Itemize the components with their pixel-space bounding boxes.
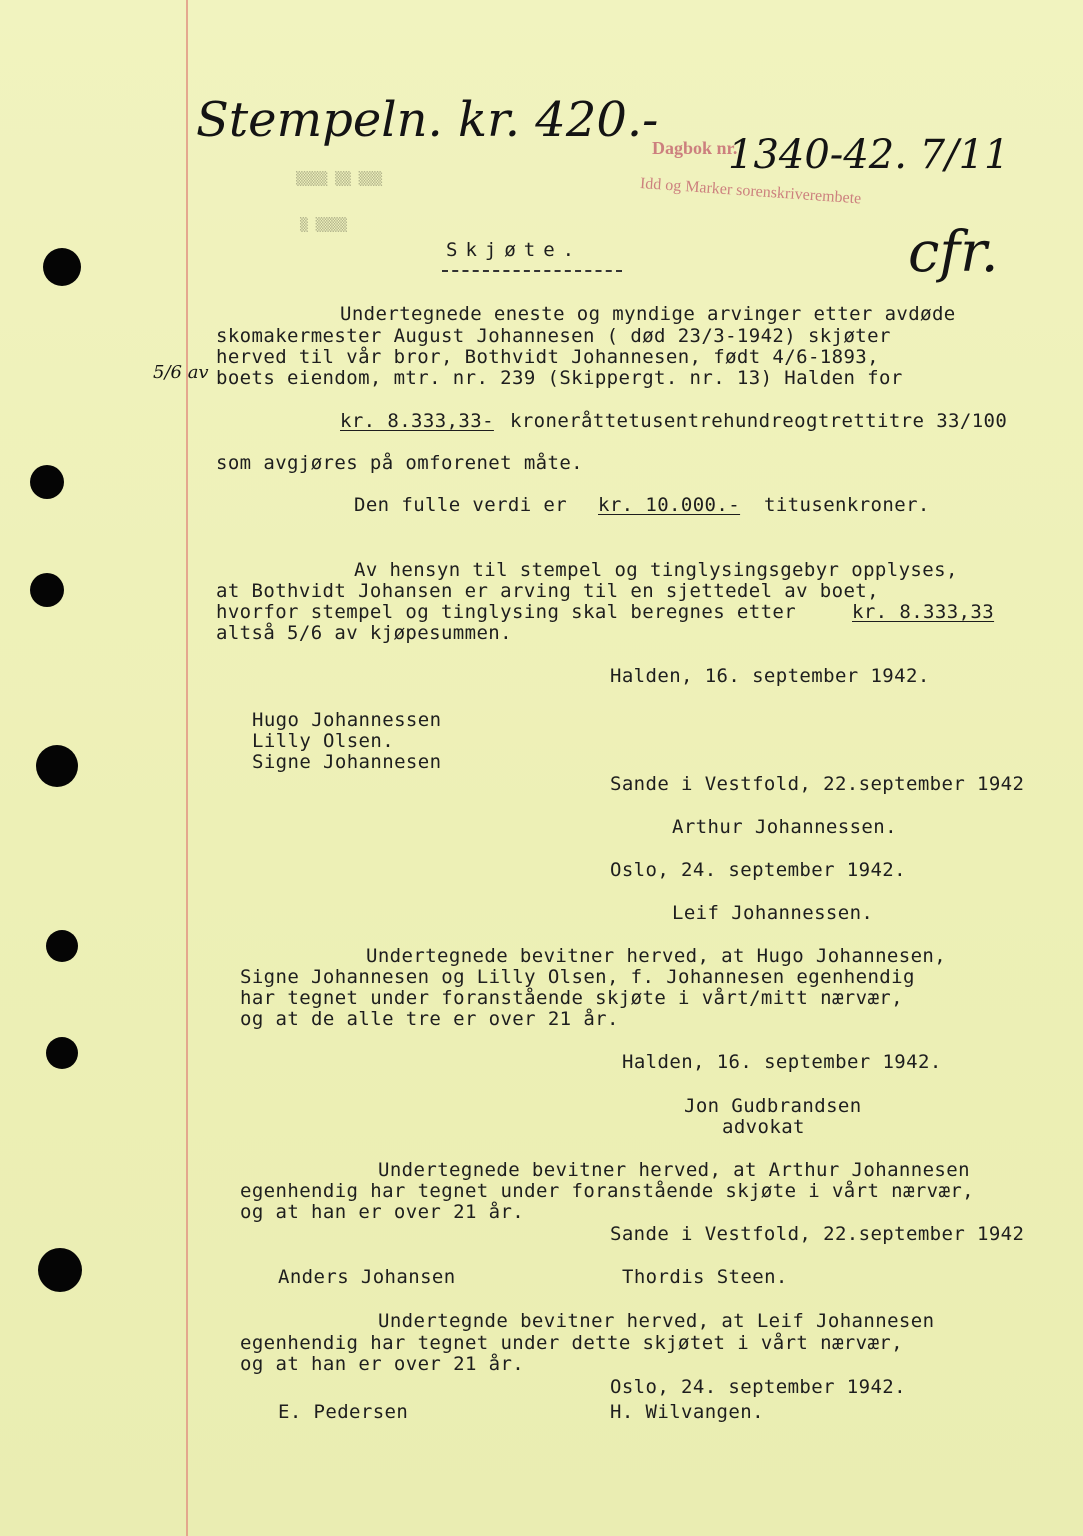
signer-name: Hugo Johannessen bbox=[252, 709, 442, 731]
witness-line: egenhendig har tegnet under foranstående skjøte i vårt nærvær, bbox=[240, 1180, 975, 1202]
punch-hole bbox=[43, 248, 81, 286]
place-date: Halden, 16. september 1942. bbox=[622, 1051, 942, 1073]
place-date: Oslo, 24. september 1942. bbox=[610, 1376, 906, 1398]
margin-note-handwritten: 5/6 av bbox=[153, 362, 209, 383]
full-value-words: titusenkroner. bbox=[764, 494, 930, 516]
punch-hole bbox=[46, 930, 78, 962]
witness-line: egenhendig har tegnet under dette skjøtet i vårt nærvær, bbox=[240, 1332, 903, 1354]
punch-hole bbox=[30, 573, 64, 607]
fee-amount: kr. 8.333,33 bbox=[852, 601, 995, 623]
document-page: Stempeln. kr. 420.- 1340-42. 7/11 cfr. 5/6 av Dagbok nr. Idd og Marker sorenskriverembete ▒▒▒▒ ▒▒ ▒▒▒ ▒ ▒▒▒▒ Skjøte. Undertegnede eneste og myndige arvinger etter avdøde skomakermester August Johannesen ( død 23/3-1942) skjøter herved til vår bror, Bothvidt Johannesen, født 4/6-1893, boets eiendom, mtr. nr. 239 (Skippergt. nr. 13) Halden for kr. 8.333,33- kroneråttetusentrehundreogtrettitre 33/100 som avgjøres på omforenet måte. Den fulle verdi er kr. 10.000.- titusenkroner. Av hensyn til stempel og tinglysingsgebyr opplyses, at Bothvidt Johansen er arving til en sjettedel av boet, hvorfor stempel og tinglysing skal beregnes etter kr. 8.333,33 altså 5/6 av kjøpesummen. Halden, 16. september 1942. Hugo Johannessen Lilly Olsen. Signe Johannesen Sande i Vestfold, 22.september 1942 Arthur Johannessen. Oslo, 24. september 1942. Leif Johannessen. Undertegnede bevitner herved, at Hugo Johannesen, Signe Johannesen og Lilly Olsen, f. Johannesen egenhendig har tegnet under foranstående skjøte i vårt/mitt nærvær, og at de alle tre er over 21 år. Halden, 16. september 1942. Jon Gudbrandsen advokat Undertegnede bevitner herved, at Arthur Johannesen egenhendig har tegnet under foranstående skjøte i vårt nærvær, og at han er over 21 år. Sande i Vestfold, 22.september 1942 Anders Johansen Thordis Steen. Undertegnde bevitner herved, at Leif Johannesen egenhendig har tegnet under dette skjøtet i vårt nærvær, og at han er over 21 år. Oslo, 24. september 1942. E. Pedersen H. Wilvangen. bbox=[0, 0, 1083, 1536]
witness-line: Signe Johannesen og Lilly Olsen, f. Johannesen egenhendig bbox=[240, 966, 915, 988]
witness-line: Undertegnede bevitner herved, at Arthur Johannesen bbox=[378, 1159, 970, 1181]
margin-line bbox=[186, 0, 188, 1536]
witness-line: og at han er over 21 år. bbox=[240, 1201, 525, 1223]
punch-hole bbox=[38, 1248, 82, 1292]
place-date: Halden, 16. september 1942. bbox=[610, 665, 930, 687]
intro-line: boets eiendom, mtr. nr. 239 (Skippergt. nr. 13) Halden for bbox=[216, 367, 903, 389]
punch-hole bbox=[36, 745, 78, 787]
signer-name: Arthur Johannessen. bbox=[672, 816, 897, 838]
witness-title: advokat bbox=[722, 1116, 805, 1138]
witness-name: E. Pedersen bbox=[278, 1401, 409, 1423]
witness-line: Undertegnde bevitner herved, at Leif Johannesen bbox=[378, 1310, 935, 1332]
stamp-fee-handwritten: Stempeln. kr. 420.- bbox=[196, 92, 659, 148]
punch-hole bbox=[30, 465, 64, 499]
fee-line: hvorfor stempel og tinglysing skal beregnes etter bbox=[216, 601, 797, 623]
intro-line: herved til vår bror, Bothvidt Johannesen, født 4/6-1893, bbox=[216, 346, 879, 368]
settlement-text: som avgjøres på omforenet måte. bbox=[216, 452, 584, 474]
signer-name: Lilly Olsen. bbox=[252, 730, 395, 752]
price-amount: kr. 8.333,33- bbox=[340, 410, 494, 432]
full-value-prefix: Den fulle verdi er bbox=[354, 494, 568, 516]
fee-line: altså 5/6 av kjøpesummen. bbox=[216, 622, 512, 644]
full-value-amount: kr. 10.000.- bbox=[598, 494, 741, 516]
place-date: Sande i Vestfold, 22.september 1942 bbox=[610, 1223, 1025, 1245]
place-date: Oslo, 24. september 1942. bbox=[610, 859, 906, 881]
signer-name: Signe Johannesen bbox=[252, 751, 442, 773]
intro-line: Undertegnede eneste og myndige arvinger etter avdøde bbox=[340, 303, 956, 325]
registry-stamp-office: Idd og Marker sorenskriverembete bbox=[639, 175, 862, 208]
witness-name: Thordis Steen. bbox=[622, 1266, 788, 1288]
document-title: Skjøte. bbox=[446, 239, 583, 261]
witness-line: Undertegnede bevitner herved, at Hugo Johannesen, bbox=[366, 945, 947, 967]
price-words: kroneråttetusentrehundreogtrettitre 33/100 bbox=[510, 410, 1008, 432]
punch-hole bbox=[46, 1037, 78, 1069]
fee-line: at Bothvidt Johansen er arving til en sjettedel av boet, bbox=[216, 580, 879, 602]
signer-name: Leif Johannessen. bbox=[672, 902, 874, 924]
place-date: Sande i Vestfold, 22.september 1942 bbox=[610, 773, 1025, 795]
journal-number-handwritten: 1340-42. 7/11 bbox=[728, 132, 1010, 178]
witness-line: og at han er over 21 år. bbox=[240, 1353, 525, 1375]
intro-line: skomakermester August Johannesen ( død 23/3-1942) skjøter bbox=[216, 325, 891, 347]
registry-stamp-prefix: Dagbok nr. bbox=[652, 138, 738, 158]
witness-name: H. Wilvangen. bbox=[610, 1401, 764, 1423]
witness-name: Jon Gudbrandsen bbox=[684, 1095, 862, 1117]
fee-line: Av hensyn til stempel og tinglysingsgebyr opplyses, bbox=[354, 559, 958, 581]
initials-handwritten: cfr. bbox=[908, 220, 999, 285]
witness-line: og at de alle tre er over 21 år. bbox=[240, 1008, 619, 1030]
title-underline bbox=[442, 270, 622, 272]
witness-name: Anders Johansen bbox=[278, 1266, 456, 1288]
witness-line: har tegnet under foranstående skjøte i vårt/mitt nærvær, bbox=[240, 987, 903, 1009]
